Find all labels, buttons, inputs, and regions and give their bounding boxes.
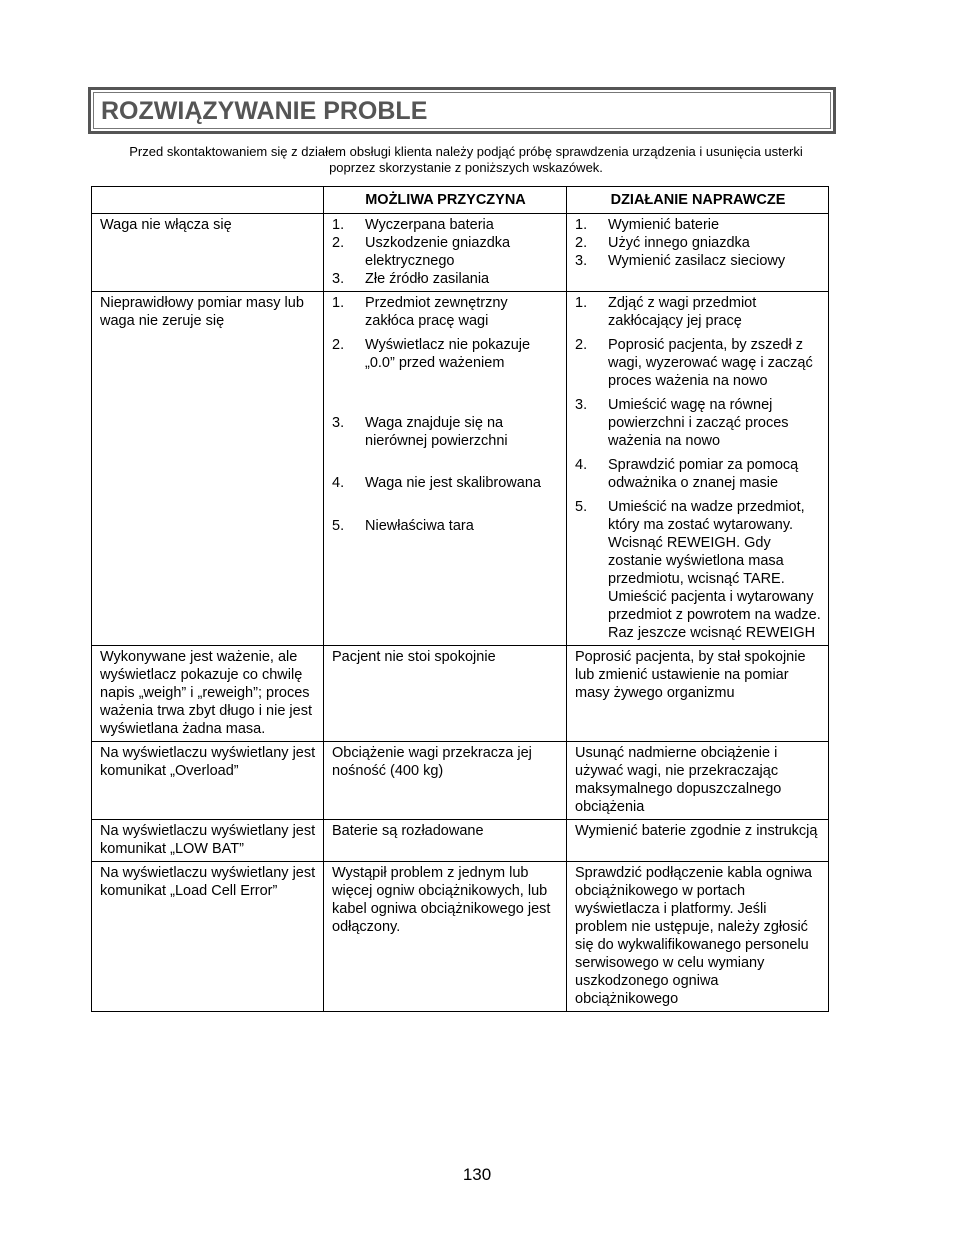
intro-line-1: Przed skontaktowaniem się z działem obsługi klienta należy podjąć próbę sprawdzenia urządzenia i usunięcia usterki: [129, 144, 803, 159]
table-row: [92, 742, 829, 820]
action-cell: Poprosić pacjenta, by stał spokojnie lub zmienić ustawienie na pomiar masy żywego organizmu: [567, 646, 829, 742]
list-item: 2. Użyć innego gniazdka: [575, 235, 750, 251]
list-item: 3. Wymienić zasilacz sieciowy: [575, 253, 786, 269]
header-problem: [92, 187, 324, 214]
table-row: [92, 820, 829, 862]
action-cell: [567, 292, 829, 646]
cause-list: [332, 294, 559, 535]
action-cell: Sprawdzić podłączenie kabla ogniwa obciążnikowego w portach wyświetlacza i platformy. Jeśli problem nie ustępuje, należy zgłosić się do wykwalifikowanego personelu serwisowego w celu wymiany uszkodzonego ogniwa obciążnikowego: [567, 862, 829, 1012]
cause-cell: Pacjent nie stoi spokojnie: [324, 646, 567, 742]
problem-cell: Waga nie włącza się: [92, 214, 324, 292]
table-row: [92, 214, 829, 292]
list-item: 3. Złe źródło zasilania: [332, 271, 490, 287]
cause-cell: [324, 214, 567, 292]
table-row: [92, 646, 829, 742]
intro-line-2: poprzez skorzystanie z poniższych wskazówek.: [329, 160, 603, 175]
problem-cell: Na wyświetlaczu wyświetlany jest komunikat „Overload”: [92, 742, 324, 820]
action-cell: Wymienić baterie zgodnie z instrukcją: [567, 820, 829, 862]
action-cell: Usunąć nadmierne obciążenie i używać wagi, nie przekraczając maksymalnego dopuszczalnego obciążenia: [567, 742, 829, 820]
problem-cell: Na wyświetlaczu wyświetlany jest komunikat „Load Cell Error”: [92, 862, 324, 1012]
intro-paragraph: [92, 144, 840, 176]
list-item: 3. Umieścić wagę na równej powierzchni i zacząć proces ważenia na nowo: [575, 397, 789, 449]
section-title: ROZWIĄZYWANIE PROBLE: [101, 97, 428, 125]
action-list: [575, 294, 821, 642]
cause-cell: Baterie są rozładowane: [324, 820, 567, 862]
list-item: 1. Wymienić baterie: [575, 217, 720, 233]
action-list: [575, 216, 821, 270]
problem-cell: Na wyświetlaczu wyświetlany jest komunikat „LOW BAT”: [92, 820, 324, 862]
list-item: 2. Wyświetlacz nie pokazuje „0.0” przed ważeniem: [332, 337, 531, 371]
cause-list: [332, 216, 559, 288]
table-header-row: [92, 187, 829, 214]
list-item: 1. Zdjąć z wagi przedmiot zakłócający jej pracę: [575, 295, 757, 329]
header-cause: MOŻLIWA PRZYCZYNA: [324, 187, 567, 214]
troubleshooting-table: [91, 186, 829, 1012]
cause-cell: [324, 292, 567, 646]
list-item: 2. Poprosić pacjenta, by zszedł z wagi, wyzerować wagę i zacząć proces ważenia na nowo: [575, 337, 813, 389]
list-item: 4. Sprawdzić pomiar za pomocą odważnika o znanej masie: [575, 457, 799, 491]
header-action: DZIAŁANIE NAPRAWCZE: [567, 187, 829, 214]
table-row: [92, 862, 829, 1012]
table-row: [92, 292, 829, 646]
problem-cell: Wykonywane jest ważenie, ale wyświetlacz pokazuje co chwilę napis „weigh” i „reweigh”; proces ważenia trwa zbyt długo i nie jest wyświetlana żadna masa.: [92, 646, 324, 742]
action-cell: [567, 214, 829, 292]
list-item: 5. Niewłaściwa tara: [332, 518, 474, 534]
cause-cell: Obciążenie wagi przekracza jej nośność (400 kg): [324, 742, 567, 820]
problem-cell: Nieprawidłowy pomiar masy lub waga nie zeruje się: [92, 292, 324, 646]
list-item: 3. Waga znajduje się na nierównej powierzchni: [332, 415, 508, 449]
list-item: 1. Przedmiot zewnętrzny zakłóca pracę wagi: [332, 295, 508, 329]
list-item: 2. Uszkodzenie gniazdka elektrycznego: [332, 235, 511, 269]
list-item: 5. Umieścić na wadze przedmiot, który ma zostać wytarowany. Wcisnąć REWEIGH. Gdy zostanie wyświetlona masa przedmiotu, wcisnąć TARE. Umieścić pacjenta i wytarowany przedmiot z powrotem na wadze. Raz jeszcze wcisnąć REWEIGH: [575, 499, 821, 641]
list-item: 1. Wyczerpana bateria: [332, 217, 494, 233]
section-title-box: [88, 87, 836, 134]
page-number: 130: [462, 1165, 492, 1184]
cause-cell: Wystąpił problem z jednym lub więcej ogniw obciążnikowych, lub kabel ogniwa obciążnikowego jest odłączony.: [324, 862, 567, 1012]
list-item: 4. Waga nie jest skalibrowana: [332, 475, 541, 491]
